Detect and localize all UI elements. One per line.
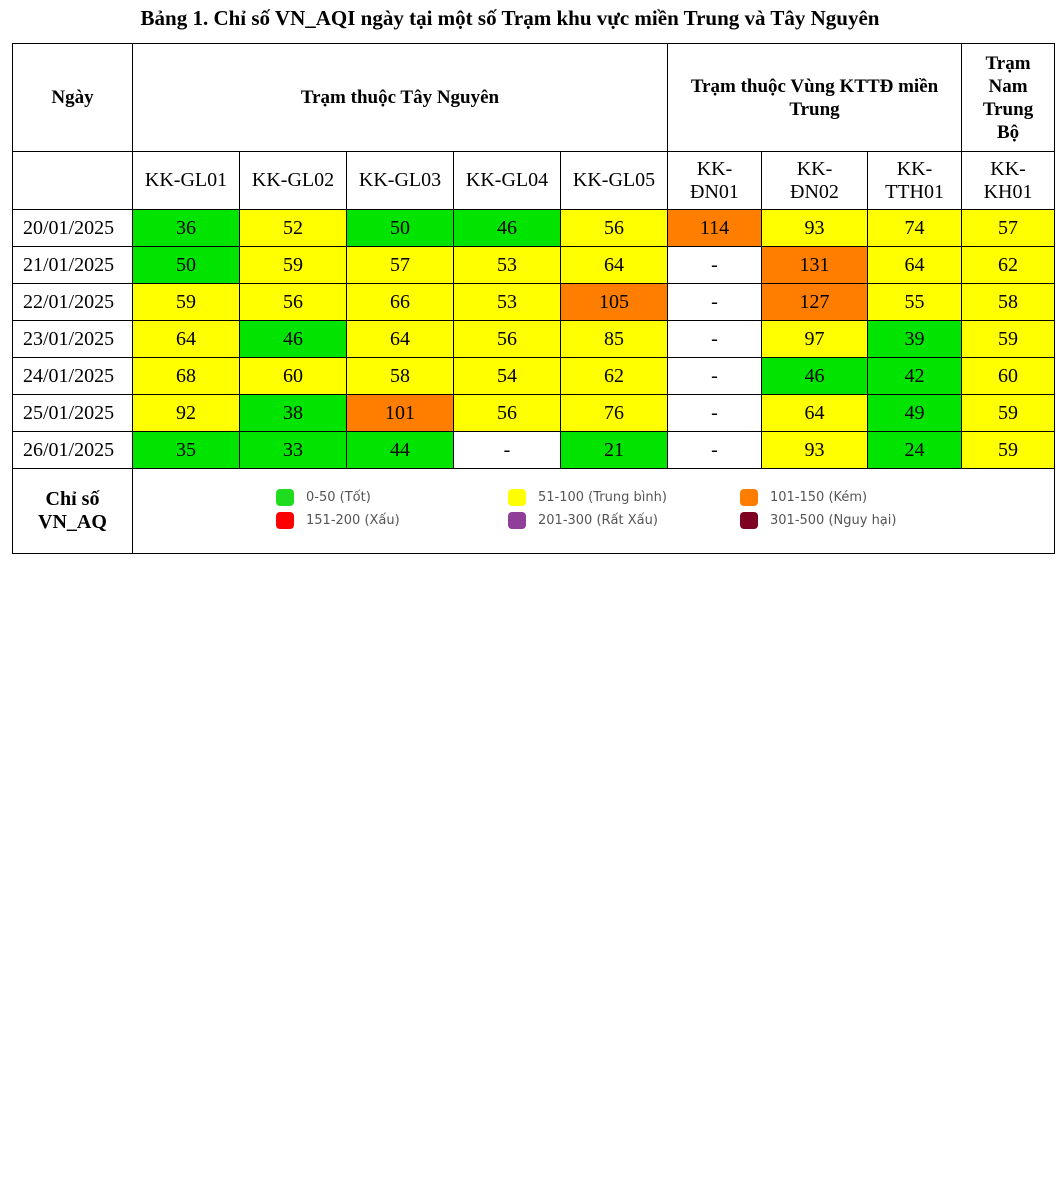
station-header-label: KK-ĐN01 bbox=[690, 157, 739, 203]
table-row bbox=[13, 395, 1055, 432]
date-cell: 23/01/2025 bbox=[13, 321, 133, 358]
aqi-value-cell: 97 bbox=[762, 321, 868, 358]
aqi-value-cell: 60 bbox=[240, 358, 347, 395]
station-header-label: KK-GL03 bbox=[358, 169, 442, 191]
aqi-value-cell: 114 bbox=[668, 210, 762, 247]
legend-item bbox=[508, 489, 667, 506]
aqi-value-cell: 85 bbox=[561, 321, 668, 358]
aqi-value-cell: 56 bbox=[561, 210, 668, 247]
aqi-value-cell: - bbox=[668, 395, 762, 432]
aqi-value-cell: 60 bbox=[962, 358, 1055, 395]
group-header-nam-trung-bo bbox=[962, 44, 1055, 152]
station-header-cell bbox=[668, 152, 762, 210]
aqi-value-cell: - bbox=[668, 358, 762, 395]
station-header-label: KK-KH01 bbox=[983, 157, 1033, 203]
station-header-label: KK-GL02 bbox=[251, 169, 335, 191]
aqi-value-cell: 62 bbox=[962, 247, 1055, 284]
legend-swatch-icon bbox=[276, 489, 294, 506]
legend-item bbox=[740, 512, 896, 529]
station-header-row bbox=[13, 152, 1055, 210]
table-row bbox=[13, 284, 1055, 321]
aqi-value-cell: 57 bbox=[962, 210, 1055, 247]
legend-swatch-icon bbox=[740, 489, 758, 506]
legend-item-label: 201-300 (Rất Xấu) bbox=[538, 513, 658, 528]
legend-item-label: 301-500 (Nguy hại) bbox=[770, 513, 897, 528]
aqi-value-cell: 64 bbox=[762, 395, 868, 432]
aqi-value-cell: 105 bbox=[561, 284, 668, 321]
aqi-value-cell: 92 bbox=[133, 395, 240, 432]
station-header-label: KK-GL04 bbox=[465, 169, 549, 191]
date-cell: 22/01/2025 bbox=[13, 284, 133, 321]
legend-label bbox=[13, 469, 133, 554]
aqi-value-cell: 21 bbox=[561, 432, 668, 469]
aqi-value-cell: 64 bbox=[133, 321, 240, 358]
aqi-value-cell: 59 bbox=[962, 395, 1055, 432]
aqi-value-cell: 93 bbox=[762, 210, 868, 247]
station-header-cell bbox=[454, 152, 561, 210]
aqi-value-cell: 50 bbox=[133, 247, 240, 284]
legend-item bbox=[508, 512, 658, 529]
date-column-header: Ngày bbox=[13, 44, 133, 152]
group-header-kttd bbox=[668, 44, 962, 152]
station-header-cell bbox=[962, 152, 1055, 210]
aqi-value-cell: 59 bbox=[962, 321, 1055, 358]
legend-swatch-icon bbox=[508, 489, 526, 506]
station-header-cell bbox=[133, 152, 240, 210]
aqi-value-cell: 59 bbox=[240, 247, 347, 284]
aqi-value-cell: 56 bbox=[454, 395, 561, 432]
group-header-kttd-text: Trạm thuộc Vùng KTTĐ miền Trung bbox=[690, 75, 939, 120]
aqi-value-cell: - bbox=[668, 247, 762, 284]
aqi-value-cell: 39 bbox=[868, 321, 962, 358]
group-header-tay-nguyen: Trạm thuộc Tây Nguyên bbox=[133, 44, 668, 152]
aqi-value-cell: 131 bbox=[762, 247, 868, 284]
group-header-row bbox=[13, 44, 1055, 152]
station-header-cell bbox=[347, 152, 454, 210]
aqi-value-cell: 66 bbox=[347, 284, 454, 321]
legend-label-text: Chỉ số VN_AQ bbox=[38, 488, 107, 533]
aqi-value-cell: 56 bbox=[454, 321, 561, 358]
aqi-value-cell: 53 bbox=[454, 247, 561, 284]
aqi-value-cell: 54 bbox=[454, 358, 561, 395]
aqi-value-cell: 49 bbox=[868, 395, 962, 432]
date-cell: 25/01/2025 bbox=[13, 395, 133, 432]
group-header-nam-trung-bo-text: Trạm Nam Trung Bộ bbox=[982, 52, 1034, 143]
aqi-value-cell: 53 bbox=[454, 284, 561, 321]
station-header-cell bbox=[240, 152, 347, 210]
legend-item-label: 51-100 (Trung bình) bbox=[538, 490, 667, 505]
aqi-table bbox=[12, 43, 1055, 554]
station-header-cell bbox=[762, 152, 868, 210]
table-row bbox=[13, 247, 1055, 284]
aqi-value-cell: 93 bbox=[762, 432, 868, 469]
table-row bbox=[13, 210, 1055, 247]
aqi-value-cell: 55 bbox=[868, 284, 962, 321]
aqi-value-cell: - bbox=[668, 321, 762, 358]
aqi-value-cell: 36 bbox=[133, 210, 240, 247]
legend-swatch-icon bbox=[508, 512, 526, 529]
aqi-value-cell: 46 bbox=[454, 210, 561, 247]
aqi-value-cell: 35 bbox=[133, 432, 240, 469]
legend-item-label: 101-150 (Kém) bbox=[770, 490, 868, 505]
legend-cell bbox=[133, 469, 1055, 554]
aqi-value-cell: 24 bbox=[868, 432, 962, 469]
legend-item bbox=[276, 512, 400, 529]
aqi-value-cell: 56 bbox=[240, 284, 347, 321]
aqi-value-cell: 64 bbox=[868, 247, 962, 284]
legend-item bbox=[740, 489, 867, 506]
aqi-value-cell: 58 bbox=[962, 284, 1055, 321]
table-row bbox=[13, 321, 1055, 358]
date-cell: 26/01/2025 bbox=[13, 432, 133, 469]
aqi-value-cell: 74 bbox=[868, 210, 962, 247]
station-header-cell bbox=[868, 152, 962, 210]
legend-swatch-icon bbox=[740, 512, 758, 529]
aqi-value-cell: - bbox=[668, 284, 762, 321]
table-row bbox=[13, 358, 1055, 395]
aqi-value-cell: 33 bbox=[240, 432, 347, 469]
table-title: Bảng 1. Chỉ số VN_AQI ngày tại một số Trạm khu vực miền Trung và Tây Nguyên bbox=[140, 6, 880, 30]
station-header-label: KK-TTH01 bbox=[885, 157, 944, 203]
legend-item bbox=[276, 489, 371, 506]
aqi-value-cell: 59 bbox=[962, 432, 1055, 469]
date-cell: 24/01/2025 bbox=[13, 358, 133, 395]
aqi-value-cell: 57 bbox=[347, 247, 454, 284]
aqi-value-cell: 64 bbox=[347, 321, 454, 358]
aqi-value-cell: 46 bbox=[240, 321, 347, 358]
aqi-value-cell: 46 bbox=[762, 358, 868, 395]
aqi-value-cell: 38 bbox=[240, 395, 347, 432]
aqi-value-cell: 62 bbox=[561, 358, 668, 395]
aqi-value-cell: 76 bbox=[561, 395, 668, 432]
station-header-cell bbox=[561, 152, 668, 210]
aqi-value-cell: 101 bbox=[347, 395, 454, 432]
aqi-value-cell: 127 bbox=[762, 284, 868, 321]
station-header-blank bbox=[13, 152, 133, 210]
legend-swatch-icon bbox=[276, 512, 294, 529]
aqi-value-cell: 44 bbox=[347, 432, 454, 469]
legend-row bbox=[13, 469, 1055, 554]
legend-item-label: 151-200 (Xấu) bbox=[306, 513, 400, 528]
station-header-label: KK-GL01 bbox=[144, 169, 228, 191]
aqi-value-cell: - bbox=[668, 432, 762, 469]
aqi-value-cell: 42 bbox=[868, 358, 962, 395]
legend-item-label: 0-50 (Tốt) bbox=[306, 490, 371, 505]
aqi-value-cell: 59 bbox=[133, 284, 240, 321]
aqi-value-cell: 58 bbox=[347, 358, 454, 395]
date-cell: 20/01/2025 bbox=[13, 210, 133, 247]
aqi-value-cell: 50 bbox=[347, 210, 454, 247]
aqi-value-cell: 64 bbox=[561, 247, 668, 284]
station-header-label: KK-GL05 bbox=[572, 169, 656, 191]
station-header-label: KK-ĐN02 bbox=[790, 157, 839, 203]
aqi-value-cell: 52 bbox=[240, 210, 347, 247]
date-cell: 21/01/2025 bbox=[13, 247, 133, 284]
table-row bbox=[13, 432, 1055, 469]
aqi-value-cell: - bbox=[454, 432, 561, 469]
aqi-value-cell: 68 bbox=[133, 358, 240, 395]
